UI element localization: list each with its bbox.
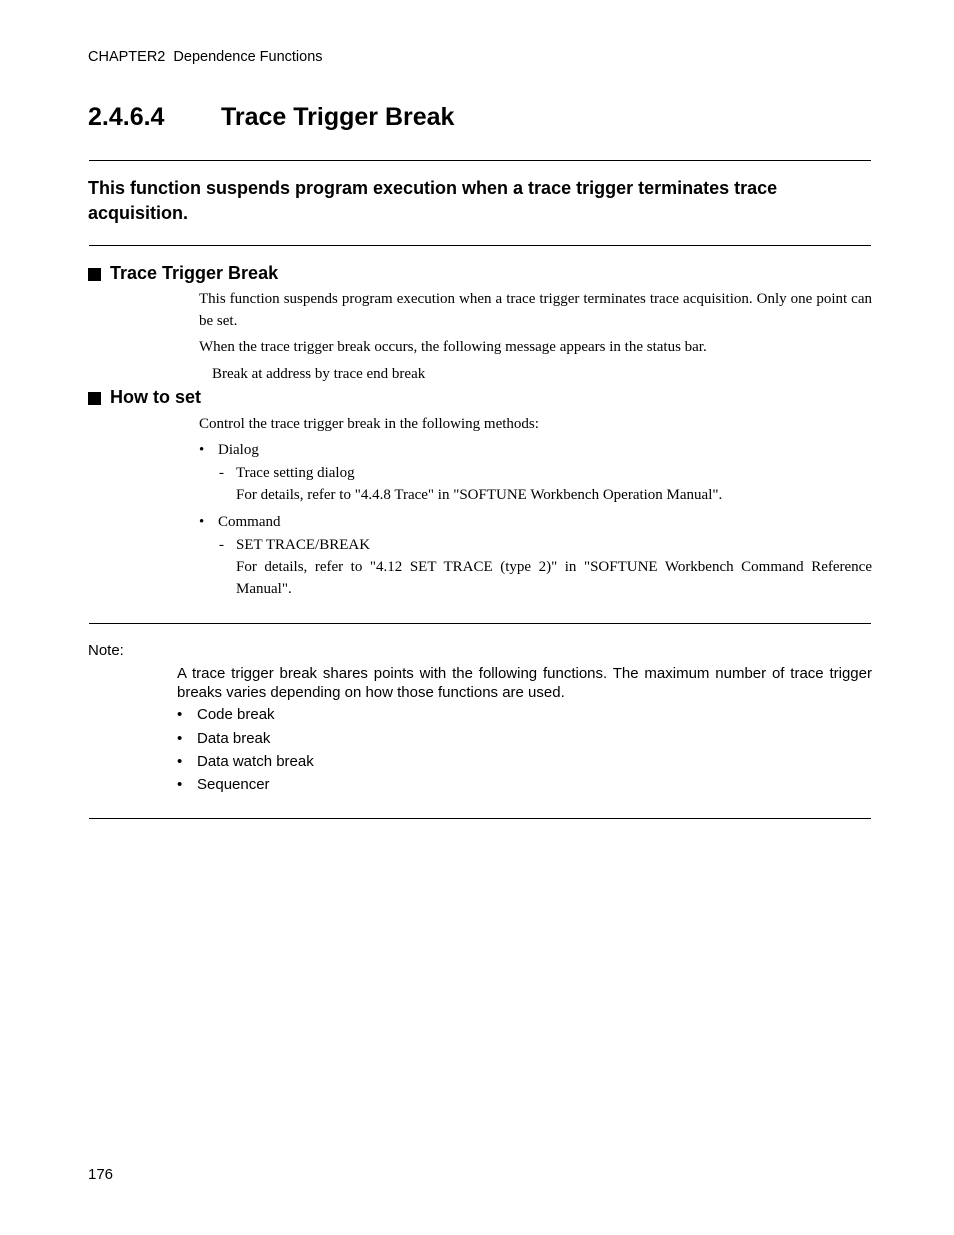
note-item (177, 730, 270, 747)
section-title: Trace Trigger Break (221, 103, 455, 131)
divider-note-top (89, 623, 871, 624)
page-number: 176 (88, 1166, 114, 1183)
note-label: Note: (88, 642, 124, 659)
dash-icon: - (219, 465, 224, 481)
status-message: Break at address by trace end break (212, 366, 426, 382)
heading-label: How to set (110, 387, 202, 407)
divider-summary (89, 245, 871, 246)
note-item (177, 753, 314, 770)
bullet-icon: • (177, 753, 183, 770)
bullet-icon: • (199, 442, 205, 458)
status-bar-paragraph: When the trace trigger break occurs, the following message appears in the status bar. (199, 339, 707, 355)
note-text: A trace trigger break shares points with the following functions. The maximum number of trace trigger breaks varies depending on how those functions are used. (177, 665, 872, 701)
divider-note-bottom (89, 818, 871, 819)
method-label: Dialog (218, 442, 259, 458)
running-head: CHAPTER2 Dependence Functions (88, 49, 323, 65)
method-command-item (219, 534, 370, 556)
method-dialog (199, 439, 259, 461)
how-to-set-heading (88, 387, 201, 408)
method-item: Trace setting dialog (236, 465, 355, 481)
divider-top (89, 160, 871, 161)
heading-label: Trace Trigger Break (110, 263, 279, 283)
method-command (199, 511, 281, 533)
section-number: 2.4.6.4 (88, 103, 165, 131)
square-bullet-icon (88, 392, 101, 405)
square-bullet-icon (88, 268, 101, 281)
section-summary: This function suspends program execution when a trace trigger terminates trace acquisition. (88, 178, 778, 223)
description-paragraph: This function suspends program execution when a trace trigger terminates trace acquisition. Only one point can be set. (199, 291, 872, 329)
method-dialog-item (219, 462, 355, 484)
note-item (177, 706, 275, 723)
how-to-set-intro: Control the trace trigger break in the following methods: (199, 416, 539, 432)
bullet-icon: • (177, 730, 183, 747)
method-item: SET TRACE/BREAK (236, 537, 371, 553)
note-item-label: Code break (197, 706, 275, 723)
note-item-label: Data watch break (197, 753, 314, 770)
bullet-icon: • (177, 706, 183, 723)
bullet-icon: • (199, 514, 205, 530)
method-command-detail: For details, refer to "4.12 SET TRACE (type 2)" in "SOFTUNE Workbench Command Reference Manual". (236, 559, 872, 597)
note-item-label: Sequencer (197, 776, 270, 793)
dash-icon: - (219, 537, 224, 553)
method-label: Command (218, 514, 281, 530)
bullet-icon: • (177, 776, 183, 793)
trace-trigger-break-heading (88, 263, 278, 284)
method-dialog-detail: For details, refer to "4.4.8 Trace" in "SOFTUNE Workbench Operation Manual". (236, 487, 723, 503)
note-item-label: Data break (197, 730, 271, 747)
note-item (177, 776, 270, 793)
